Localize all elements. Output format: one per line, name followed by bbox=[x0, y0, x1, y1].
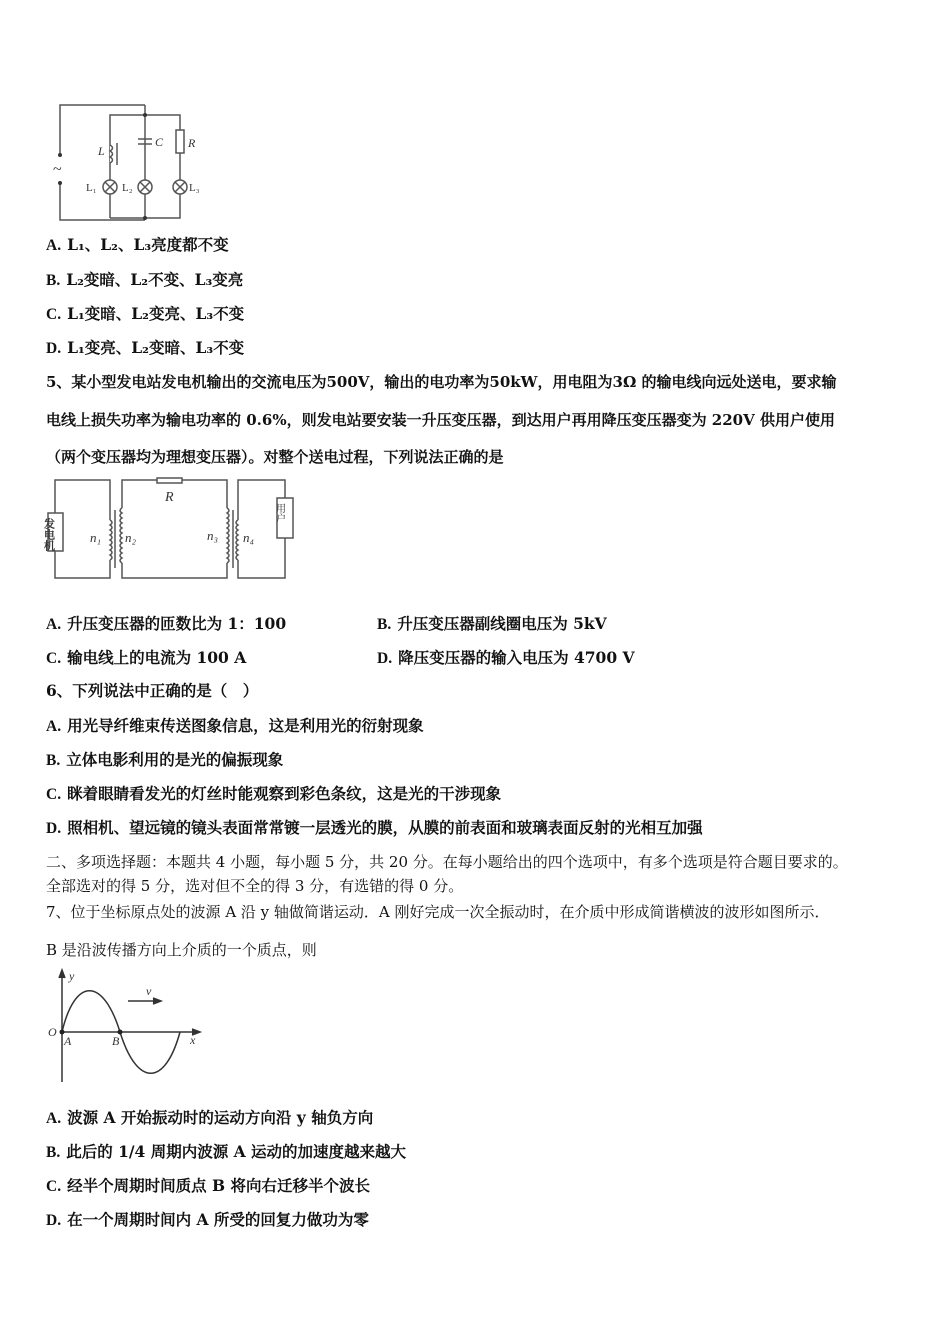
label-C: C bbox=[155, 135, 164, 149]
q4-option-b[interactable] bbox=[46, 270, 243, 291]
user-label: 用户 bbox=[273, 503, 285, 523]
label-n2: n₂ bbox=[125, 530, 137, 545]
q5-option-b[interactable] bbox=[377, 614, 607, 635]
q4-option-c[interactable] bbox=[46, 304, 244, 325]
section-2-instructions-line-2: 全部选对的得 5 分，选对但不全的得 3 分，有选错的得 0 分。 bbox=[46, 877, 464, 895]
option-label: B. bbox=[377, 616, 392, 633]
q6-option-a[interactable] bbox=[46, 716, 424, 737]
q4-circuit-diagram bbox=[40, 95, 220, 230]
q5-stem-line-3: （两个变压器均为理想变压器）。对整个送电过程，下列说法正确的是 bbox=[46, 448, 504, 466]
q7-wave-graph bbox=[40, 962, 220, 1087]
option-text: 此后的 1/4 周期内波源 A 运动的加速度越来越大 bbox=[66, 1142, 407, 1161]
option-label: B. bbox=[46, 752, 61, 769]
label-n4: n₄ bbox=[243, 530, 255, 545]
y-axis-label: y bbox=[69, 969, 75, 983]
label-L1: L₁ bbox=[86, 182, 97, 194]
q5-option-d[interactable] bbox=[377, 648, 635, 669]
option-label: D. bbox=[46, 340, 62, 357]
q6-stem: 6、下列说法中正确的是（ ） bbox=[46, 681, 259, 700]
option-text: 升压变压器副线圈电压为 5kV bbox=[397, 614, 607, 633]
label-L: L bbox=[98, 144, 105, 158]
option-text: 在一个周期时间内 A 所受的回复力做功为零 bbox=[67, 1210, 369, 1229]
q5-stem-line-2: 电线上损失功率为输电功率的 0.6%，则发电站要安装一升压变压器，到达用户再用降压变压器变为 220V 供用户使用 bbox=[46, 411, 835, 429]
label-L2: L₂ bbox=[122, 182, 133, 194]
option-label: C. bbox=[46, 306, 62, 323]
q7-stem-line-1: 7、位于坐标原点处的波源 A 沿 y 轴做简谐运动．A 刚好完成一次全振动时，在介质中形成简谐横波的波形如图所示． bbox=[46, 903, 830, 921]
option-text: 用光导纤维束传送图象信息，这是利用光的衍射现象 bbox=[67, 716, 424, 735]
q5-option-a[interactable] bbox=[46, 614, 286, 635]
option-text: L₁变暗、L₂变亮、L₃不变 bbox=[67, 304, 245, 323]
q5-option-c[interactable] bbox=[46, 648, 246, 669]
section-2-instructions-line-1: 二、多项选择题：本题共 4 小题，每小题 5 分，共 20 分。在每小题给出的四个选项中，有多个选项是符合题目要求的。 bbox=[46, 853, 848, 871]
option-label: C. bbox=[46, 650, 62, 667]
q5-transmission-diagram bbox=[42, 478, 305, 583]
option-label: D. bbox=[46, 1212, 62, 1229]
option-text: 眯着眼睛看发光的灯丝时能观察到彩色条纹，这是光的干涉现象 bbox=[67, 784, 502, 803]
option-text: 升压变压器的匝数比为 1：100 bbox=[67, 614, 287, 633]
option-label: D. bbox=[46, 820, 62, 837]
option-text: 经半个周期时间质点 B 将向右迁移半个波长 bbox=[67, 1176, 370, 1195]
velocity-label: v bbox=[146, 984, 152, 998]
point-b-label: B bbox=[112, 1034, 120, 1048]
option-text: 降压变压器的输入电压为 4700 V bbox=[398, 648, 635, 667]
option-label: A. bbox=[46, 1110, 62, 1127]
q4-option-d[interactable] bbox=[46, 338, 244, 359]
option-label: D. bbox=[377, 650, 393, 667]
option-label: A. bbox=[46, 616, 62, 633]
option-text: L₁、L₂、L₃亮度都不变 bbox=[67, 235, 229, 254]
origin-label: O bbox=[48, 1025, 57, 1039]
q6-option-b[interactable] bbox=[46, 750, 283, 771]
option-label: A. bbox=[46, 718, 62, 735]
label-n1: n₁ bbox=[90, 530, 102, 545]
option-text: 波源 A 开始振动时的运动方向沿 y 轴负方向 bbox=[67, 1108, 374, 1127]
option-text: 照相机、望远镜的镜头表面常常镀一层透光的膜，从膜的前表面和玻璃表面反射的光相互加强 bbox=[67, 818, 703, 837]
label-R: R bbox=[165, 490, 174, 505]
q7-stem-line-2: B 是沿波传播方向上介质的一个质点，则 bbox=[46, 941, 317, 959]
option-label: B. bbox=[46, 1144, 61, 1161]
label-R: R bbox=[188, 136, 196, 150]
option-label: C. bbox=[46, 1178, 62, 1195]
q7-option-d[interactable] bbox=[46, 1210, 369, 1231]
label-n3: n₃ bbox=[207, 528, 219, 543]
q6-option-c[interactable] bbox=[46, 784, 501, 805]
option-label: A. bbox=[46, 237, 62, 254]
option-text: 立体电影利用的是光的偏振现象 bbox=[66, 750, 284, 769]
option-text: L₂变暗、L₂不变、L₃变亮 bbox=[66, 270, 244, 289]
q5-stem-line-1: 5、某小型发电站发电机输出的交流电压为500V，输出的电功率为50kW，用电阻为3Ω 的输电线向远处送电，要求输 bbox=[46, 373, 837, 391]
option-text: L₁变亮、L₂变暗、L₃不变 bbox=[67, 338, 245, 357]
ac-source-symbol: ~ bbox=[53, 161, 62, 178]
q7-option-b[interactable] bbox=[46, 1142, 406, 1163]
q6-option-d[interactable] bbox=[46, 818, 703, 839]
point-a-label: A bbox=[64, 1034, 72, 1048]
option-text: 输电线上的电流为 100 A bbox=[67, 648, 247, 667]
q7-option-c[interactable] bbox=[46, 1176, 370, 1197]
x-axis-label: x bbox=[190, 1033, 196, 1047]
option-label: C. bbox=[46, 786, 62, 803]
label-L3: L₃ bbox=[189, 182, 200, 194]
generator-label: 发电机 bbox=[42, 518, 56, 551]
q4-option-a[interactable] bbox=[46, 235, 229, 256]
q7-option-a[interactable] bbox=[46, 1108, 373, 1129]
option-label: B. bbox=[46, 272, 61, 289]
